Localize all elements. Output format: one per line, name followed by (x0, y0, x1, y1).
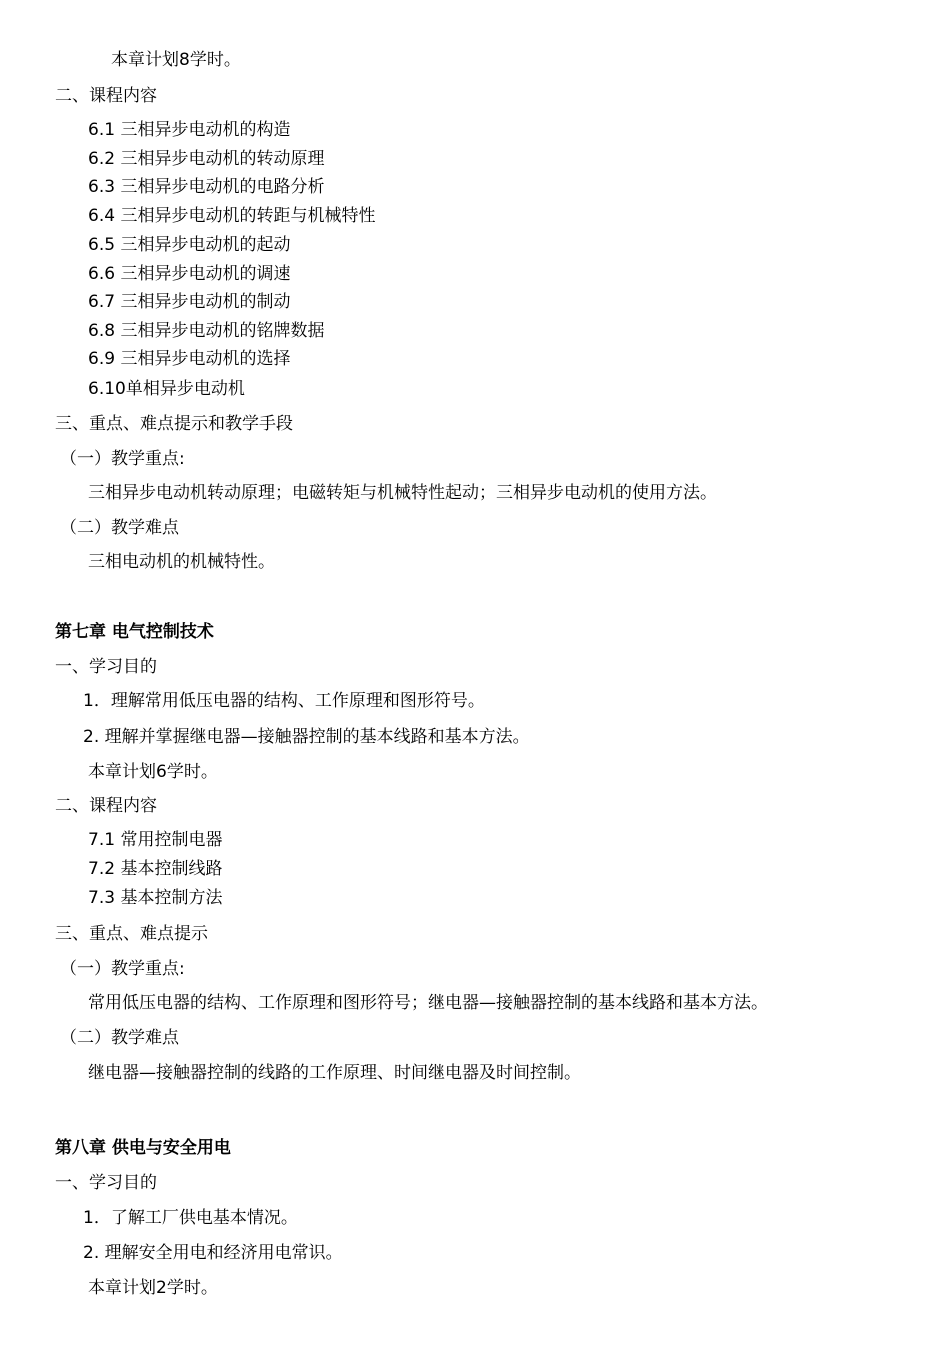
ch6-course-heading: 二、课程内容 (55, 86, 157, 106)
ch7-goals-heading: 一、学习目的 (55, 657, 157, 677)
list-item: 7.3 基本控制方法 (88, 888, 223, 908)
list-item: 6.2 三相异步电动机的转动原理 (88, 149, 325, 169)
ch6-focus-heading: （一）教学重点: (60, 449, 185, 469)
list-item: 6.5 三相异步电动机的起动 (88, 235, 291, 255)
list-item: 6.10单相异步电动机 (88, 379, 245, 399)
ch6-difficulty-text: 三相电动机的机械特性。 (88, 552, 275, 572)
ch8-title: 第八章 供电与安全用电 (55, 1138, 231, 1158)
ch7-goal-2: 2. 理解并掌握继电器—接触器控制的基本线路和基本方法。 (83, 727, 530, 747)
list-item: 6.4 三相异步电动机的转距与机械特性 (88, 206, 376, 226)
ch6-difficulty-heading: （二）教学难点 (60, 518, 179, 538)
ch6-focus-text: 三相异步电动机转动原理；电磁转矩与机械特性起动；三相异步电动机的使用方法。 (88, 483, 717, 503)
ch7-title: 第七章 电气控制技术 (55, 622, 214, 642)
ch6-key-heading: 三、重点、难点提示和教学手段 (55, 414, 293, 434)
ch7-difficulty-text: 继电器—接触器控制的线路的工作原理、时间继电器及时间控制。 (88, 1063, 581, 1083)
ch8-goal-1: 1．了解工厂供电基本情况。 (83, 1208, 298, 1228)
ch7-hours: 本章计划6学时。 (88, 762, 218, 782)
ch8-hours: 本章计划2学时。 (88, 1278, 218, 1298)
list-item: 6.1 三相异步电动机的构造 (88, 120, 291, 140)
ch7-focus-heading: （一）教学重点: (60, 959, 185, 979)
list-item: 7.1 常用控制电器 (88, 830, 223, 850)
ch7-goal-1: 1．理解常用低压电器的结构、工作原理和图形符号。 (83, 691, 485, 711)
list-item: 6.7 三相异步电动机的制动 (88, 292, 291, 312)
ch7-focus-text: 常用低压电器的结构、工作原理和图形符号；继电器—接触器控制的基本线路和基本方法。 (88, 993, 768, 1013)
ch6-hours: 本章计划8学时。 (111, 50, 241, 70)
list-item: 6.6 三相异步电动机的调速 (88, 264, 291, 284)
ch8-goal-2: 2. 理解安全用电和经济用电常识。 (83, 1243, 343, 1263)
list-item: 6.8 三相异步电动机的铭牌数据 (88, 321, 325, 341)
list-item: 6.9 三相异步电动机的选择 (88, 349, 291, 369)
list-item: 6.3 三相异步电动机的电路分析 (88, 177, 325, 197)
ch7-difficulty-heading: （二）教学难点 (60, 1028, 179, 1048)
ch7-key-heading: 三、重点、难点提示 (55, 924, 208, 944)
ch8-goals-heading: 一、学习目的 (55, 1173, 157, 1193)
list-item: 7.2 基本控制线路 (88, 859, 223, 879)
ch7-course-heading: 二、课程内容 (55, 796, 157, 816)
